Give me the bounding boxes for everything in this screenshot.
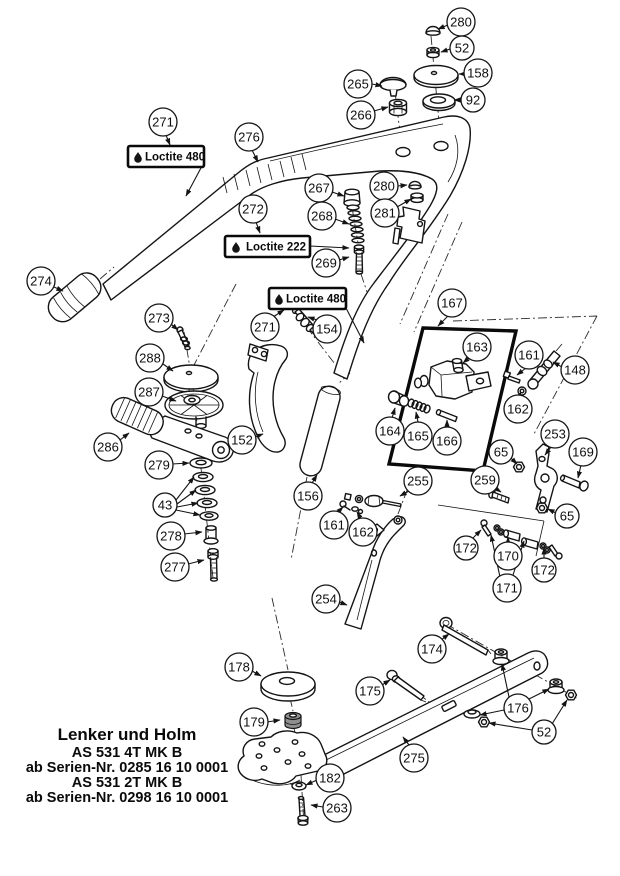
svg-text:178: 178	[228, 659, 250, 675]
callout-275	[400, 744, 428, 772]
svg-text:265: 265	[347, 76, 369, 92]
svg-text:279: 279	[148, 457, 170, 473]
callout-163	[463, 333, 491, 361]
svg-text:52: 52	[536, 724, 552, 740]
callout-265	[344, 70, 372, 98]
boot-267	[344, 189, 360, 210]
svg-text:280: 280	[450, 14, 472, 30]
svg-text:267: 267	[308, 180, 330, 196]
callout-166	[433, 427, 461, 455]
svg-text:164: 164	[379, 423, 401, 439]
callout-255	[404, 467, 432, 495]
cable-255-cluster	[340, 494, 401, 514]
callout-278	[157, 522, 185, 550]
disc-178	[261, 672, 315, 701]
svg-text:92: 92	[465, 92, 481, 108]
callout-286	[94, 433, 122, 461]
callout-156	[294, 482, 322, 510]
callout-266	[347, 101, 375, 129]
svg-text:172: 172	[455, 540, 477, 556]
callout-287	[135, 378, 163, 406]
lower-beam-assembly	[238, 618, 576, 826]
loctite-label-text: Loctite 222	[246, 241, 307, 254]
svg-text:280: 280	[373, 178, 395, 194]
svg-text:156: 156	[297, 488, 319, 504]
svg-text:170: 170	[497, 548, 519, 564]
callout-272	[239, 195, 267, 223]
svg-text:254: 254	[315, 591, 337, 607]
model-line-2: AS 531 2T MK B	[71, 775, 183, 791]
callout-169	[569, 438, 597, 466]
bolt-175	[387, 670, 426, 702]
svg-text:277: 277	[164, 559, 186, 575]
svg-text:278: 278	[160, 528, 182, 544]
callout-288	[136, 344, 164, 372]
washers-43	[193, 472, 218, 520]
svg-text:165: 165	[407, 428, 429, 444]
callout-281	[371, 199, 399, 227]
washer-176-lower	[464, 710, 480, 718]
serial-line-2: ab Serien-Nr. 0298 16 10 0001	[25, 790, 229, 806]
foam-grip-156	[297, 384, 342, 479]
callout-280b	[370, 172, 398, 200]
callout-162	[504, 395, 532, 423]
callout-152	[228, 426, 256, 454]
svg-text:65: 65	[559, 508, 575, 524]
callout-269	[312, 249, 340, 277]
nut-281	[411, 193, 423, 202]
callout-52b	[532, 720, 556, 744]
svg-text:259: 259	[474, 472, 496, 488]
svg-text:182: 182	[319, 770, 341, 786]
callout-161b	[320, 511, 348, 539]
svg-text:255: 255	[407, 473, 429, 489]
cap-nut-280-top	[426, 27, 440, 36]
callout-148	[561, 356, 589, 384]
nut-52-top	[427, 47, 439, 57]
callout-162b	[349, 518, 377, 546]
callout-167	[438, 289, 466, 317]
svg-text:167: 167	[441, 295, 463, 311]
svg-text:271: 271	[254, 319, 276, 335]
callout-164	[376, 417, 404, 445]
svg-text:263: 263	[326, 800, 348, 816]
cap-265	[380, 78, 406, 96]
svg-text:158: 158	[467, 65, 489, 81]
svg-text:52: 52	[454, 40, 470, 56]
serial-line-1: ab Serien-Nr. 0285 16 10 0001	[25, 760, 229, 776]
loctite-label-480-mid	[269, 288, 346, 309]
svg-text:275: 275	[403, 750, 425, 766]
callout-253	[541, 420, 569, 448]
nut-65-lower	[537, 503, 548, 513]
svg-text:286: 286	[97, 439, 119, 455]
svg-text:253: 253	[544, 426, 566, 442]
loctite-label-text: Loctite 480	[145, 151, 206, 164]
svg-text:161: 161	[518, 347, 540, 363]
spring-bolt-column	[344, 189, 364, 274]
callout-274	[27, 267, 55, 295]
svg-text:161: 161	[323, 517, 345, 533]
title-block	[26, 725, 228, 806]
loctite-label-text: Loctite 480	[286, 293, 347, 306]
callout-182	[316, 764, 344, 792]
callout-176	[504, 694, 532, 722]
svg-text:175: 175	[359, 683, 381, 699]
nut-52-lower-left	[479, 717, 490, 727]
callout-154	[313, 315, 341, 343]
svg-text:273: 273	[148, 310, 170, 326]
bushing-278	[204, 526, 218, 544]
svg-text:266: 266	[350, 107, 372, 123]
callout-273	[145, 304, 173, 332]
callout-254	[312, 585, 340, 613]
grommet-179	[285, 713, 301, 729]
bushing-176-right	[548, 679, 564, 694]
svg-text:43: 43	[157, 497, 173, 513]
svg-text:274: 274	[30, 273, 52, 289]
callout-43	[153, 493, 177, 517]
diagram-title: Lenker und Holm	[57, 725, 197, 744]
bushing-176-upper	[493, 649, 509, 665]
top-fasteners	[380, 27, 458, 116]
callout-158	[464, 59, 492, 87]
svg-text:172: 172	[533, 562, 555, 578]
callout-279	[145, 451, 173, 479]
svg-text:162: 162	[352, 524, 374, 540]
callout-268	[308, 202, 336, 230]
disc-158	[414, 66, 458, 88]
nut-65-upper	[514, 462, 525, 472]
callout-92	[461, 88, 485, 112]
svg-text:169: 169	[572, 444, 594, 460]
callout-171	[493, 574, 521, 602]
cap-nut-280-bracket	[409, 181, 421, 189]
callout-172b	[532, 558, 556, 582]
nut-266	[390, 99, 407, 115]
callout-161	[515, 341, 543, 369]
screw-spring-273	[177, 327, 190, 350]
callout-65	[489, 440, 513, 464]
bolt-169	[560, 475, 590, 492]
svg-text:174: 174	[421, 641, 443, 657]
ring-162-right	[518, 387, 526, 395]
svg-text:65: 65	[493, 444, 509, 460]
svg-text:276: 276	[238, 129, 260, 145]
svg-text:287: 287	[138, 384, 160, 400]
callout-271b	[251, 313, 279, 341]
callout-271	[149, 108, 177, 136]
svg-text:171: 171	[496, 580, 518, 596]
svg-text:162: 162	[507, 401, 529, 417]
model-line-1: AS 531 4T MK B	[71, 745, 183, 761]
svg-text:272: 272	[242, 201, 264, 217]
svg-text:154: 154	[316, 321, 338, 337]
svg-text:148: 148	[564, 362, 586, 378]
bolt-269	[354, 245, 363, 274]
callout-165	[404, 422, 432, 450]
callout-52	[450, 36, 474, 60]
callout-174	[418, 635, 446, 663]
callout-280	[447, 8, 475, 36]
svg-text:163: 163	[466, 339, 488, 355]
spring-268	[348, 211, 364, 243]
svg-text:176: 176	[507, 700, 529, 716]
washer-182	[292, 782, 306, 790]
callout-276	[235, 123, 263, 151]
washer-279	[190, 458, 212, 468]
svg-text:281: 281	[374, 205, 396, 221]
svg-text:269: 269	[315, 255, 337, 271]
callout-65b	[555, 504, 579, 528]
svg-text:268: 268	[311, 208, 333, 224]
callout-178	[225, 653, 253, 681]
callout-263	[323, 794, 351, 822]
callout-179	[240, 708, 268, 736]
callout-170	[494, 542, 522, 570]
callout-267	[305, 174, 333, 202]
nut-52-lower-right	[566, 690, 577, 700]
svg-text:179: 179	[243, 714, 265, 730]
callout-175	[356, 677, 384, 705]
loctite-label-222	[225, 236, 310, 257]
svg-text:271: 271	[152, 114, 174, 130]
callout-277	[161, 553, 189, 581]
svg-text:152: 152	[231, 432, 253, 448]
bolt-174	[440, 618, 491, 656]
washer-92	[423, 94, 455, 111]
svg-text:166: 166	[436, 433, 458, 449]
svg-text:288: 288	[139, 350, 161, 366]
loctite-label-480-top	[128, 146, 205, 167]
callout-259	[471, 466, 499, 494]
callout-172	[454, 536, 478, 560]
